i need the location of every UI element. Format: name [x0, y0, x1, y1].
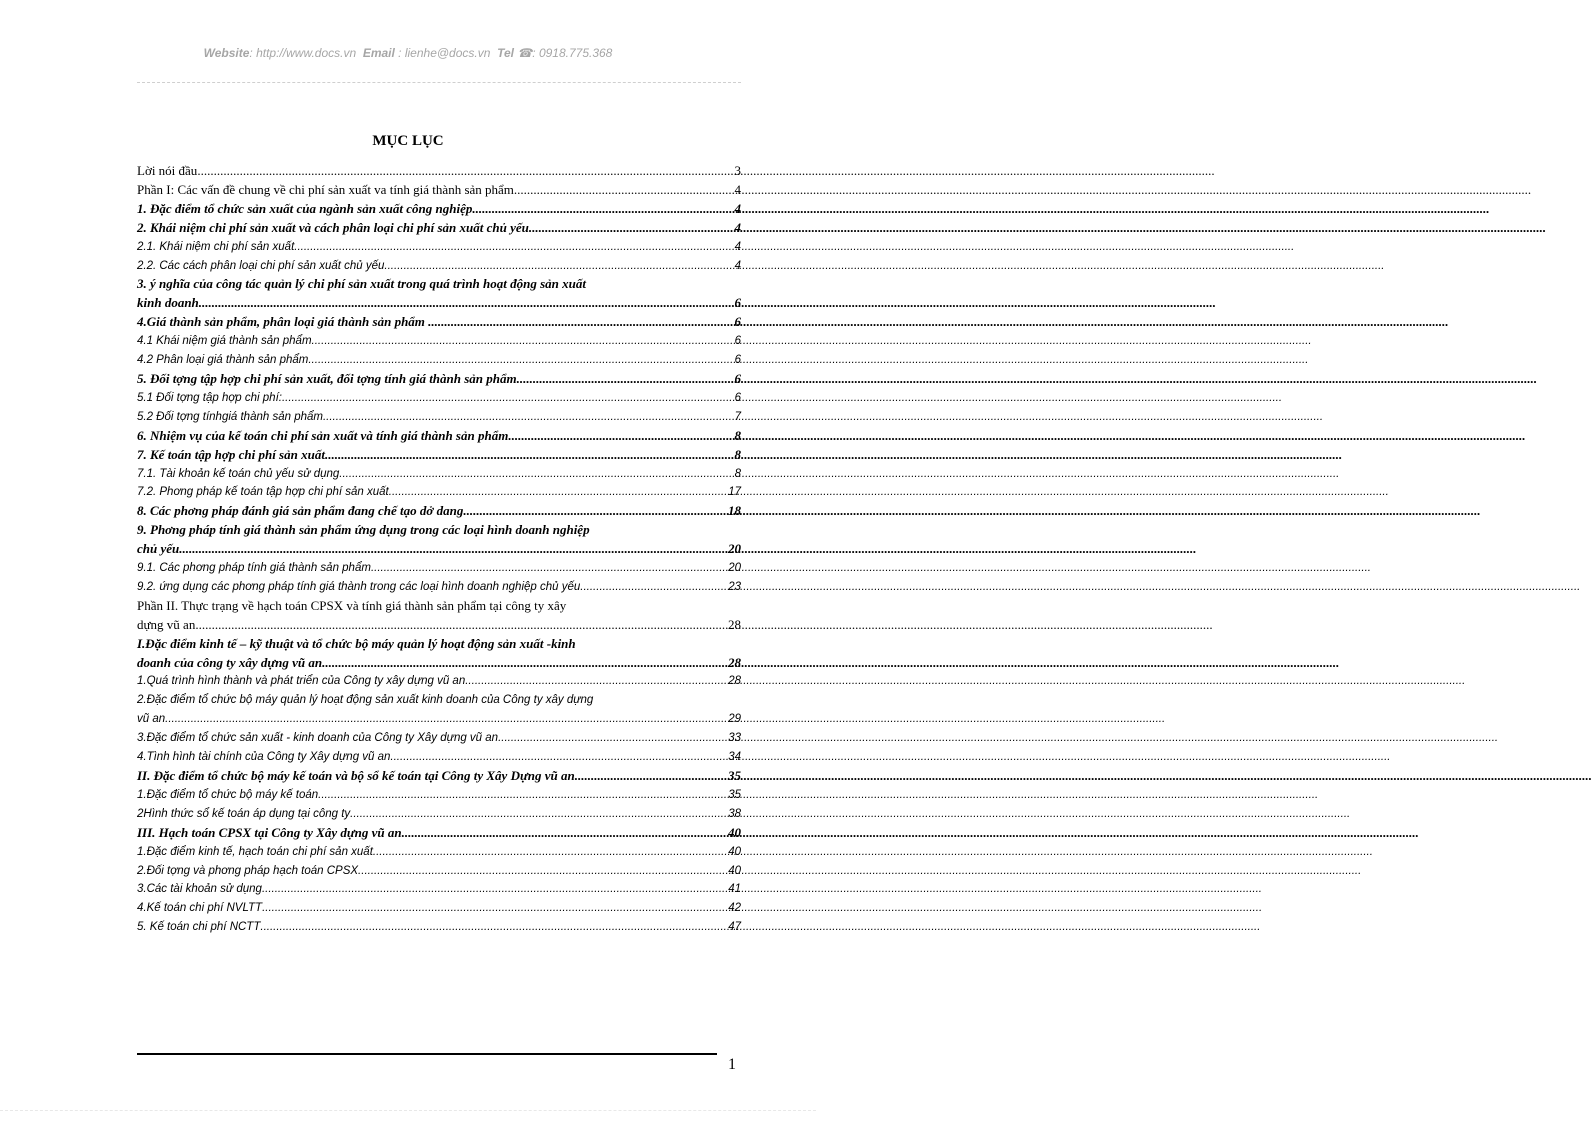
page-bottom-edge: [0, 1110, 816, 1111]
toc-entry[interactable]: 9.2. ứng dụng các phơng pháp tính giá thành trong các loại hình doanh nghiệp chủ yếu ..... 23: [137, 578, 741, 597]
toc-entry[interactable]: 9. Phơng pháp tính giá thành sản phẩm ứng dụng trong các loại hình doanh nghiệp chủ yếu ..... 20: [137, 521, 741, 559]
toc-entry[interactable]: II. Đặc điểm tổ chức bộ máy kế toán và bộ sổ kế toán tại Công ty Xây Dựng vũ an ..... 35: [137, 767, 741, 786]
toc-entry[interactable]: 4.Kế toán chi phí NVLTT ..... 42: [137, 899, 741, 918]
toc-entry[interactable]: Lời nói đầu ..... 3: [137, 162, 741, 181]
toc-entry[interactable]: 2.2. Các cách phân loại chi phí sản xuất chủ yếu ..... 4: [137, 257, 741, 276]
toc-entry[interactable]: 4.2 Phân loại giá thành sản phẩm ..... 6: [137, 351, 741, 370]
toc-entry[interactable]: 6. Nhiệm vụ của kế toán chi phí sản xuất và tính giá thành sản phẩm ..... 8: [137, 427, 741, 446]
toc-entry[interactable]: 5. Đối tợng tập hợp chi phí sản xuất, đối tợng tính giá thành sản phẩm. ..... 6: [137, 370, 741, 389]
phone-icon: ☎: [517, 46, 533, 60]
page-header: [0, 46, 816, 60]
toc-entry[interactable]: 8. Các phơng pháp đánh giá sản phẩm đang chế tạo dở dang ..... 18: [137, 502, 741, 521]
toc-entry[interactable]: 5.1 Đối tợng tập hợp chi phí: ..... 6: [137, 389, 741, 408]
table-of-contents: [137, 162, 741, 937]
footer-divider: [137, 1053, 717, 1055]
toc-entry[interactable]: 2Hình thức sổ kế toán áp dụng tại công ty ..... 38: [137, 805, 741, 824]
toc-entry[interactable]: 7. Kế toán tập hợp chi phí sản xuất ..... 8: [137, 446, 741, 465]
toc-entry[interactable]: 1.Đặc điểm kinh tế, hạch toán chi phí sản xuất ..... 40: [137, 843, 741, 862]
toc-entry[interactable]: 7.2. Phơng pháp kế toán tập hợp chi phí sản xuất ..... 17: [137, 483, 741, 502]
toc-entry[interactable]: 2.Đối tợng và phơng pháp hạch toán CPSX. ..... 40: [137, 862, 741, 881]
website-label: Website: [203, 46, 250, 60]
header-divider: [137, 82, 741, 83]
toc-entry[interactable]: 3.Đặc điểm tổ chức sản xuất - kinh doanh của Công ty Xây dựng vũ an ..... 33: [137, 729, 741, 748]
page-number: 1: [728, 1056, 736, 1073]
email-value: : lienhe@docs.vn: [398, 46, 491, 60]
toc-entry[interactable]: 2.Đặc điểm tổ chức bộ máy quản lý hoạt động sản xuất kinh doanh của Công ty xây dựng vũ an ..... 29: [137, 691, 741, 729]
toc-entry[interactable]: 7.1. Tài khoản kế toán chủ yếu sử dụng ..... 8: [137, 465, 741, 484]
toc-entry[interactable]: 2.1. Khái niệm chi phí sản xuất ..... 4: [137, 238, 741, 257]
toc-entry[interactable]: 4.Tình hình tài chính của Công ty Xây dựng vũ an ..... 34: [137, 748, 741, 767]
page-title: MỤC LỤC: [372, 133, 444, 149]
toc-entry[interactable]: Phần I: Các vấn đề chung về chi phí sản xuất va tính giá thành sản phẩm ..... 4: [137, 181, 741, 200]
toc-entry[interactable]: 4.1 Khái niệm giá thành sản phẩm ..... 6: [137, 332, 741, 351]
tel-value: : 0918.775.368: [532, 46, 613, 60]
toc-entry[interactable]: 1. Đặc điểm tổ chức sản xuất của ngành sản xuất công nghiệp ..... 4: [137, 200, 741, 219]
toc-entry[interactable]: 3.Các tài khoản sử dụng ..... 41: [137, 880, 741, 899]
toc-entry[interactable]: 1.Đặc điểm tổ chức bộ máy kế toán ..... 35: [137, 786, 741, 805]
toc-entry[interactable]: 3. ý nghĩa của công tác quản lý chi phí sản xuất trong quá trình hoạt động sản xuất kinh doanh ..... 6: [137, 275, 741, 313]
toc-entry[interactable]: 4.Giá thành sản phẩm, phân loại giá thành sản phẩm . ..... 6: [137, 313, 741, 332]
toc-entry[interactable]: 9.1. Các phơng pháp tính giá thành sản phẩm ..... 20: [137, 559, 741, 578]
toc-entry[interactable]: 2. Khái niệm chi phí sản xuất và cách phân loại chi phí sản xuất chủ yếu ..... 4: [137, 219, 741, 238]
toc-entry[interactable]: III. Hạch toán CPSX tại Công ty Xây dựng vũ an ..... 40: [137, 824, 741, 843]
website-value: : http://www.docs.vn: [249, 46, 357, 60]
toc-entry[interactable]: 5.2 Đối tợng tínhgiá thành sản phẩm ..... 7: [137, 408, 741, 427]
toc-entry[interactable]: Phần II. Thực trạng về hạch toán CPSX và tính giá thành sản phẩm tại công ty xây dựng vũ an ..... 28: [137, 597, 741, 635]
toc-entry[interactable]: I.Đặc điểm kinh tế – kỹ thuật và tổ chức bộ máy quản lý hoạt động sản xuất -kinh doanh của công ty xây dựng vũ an ..... 28: [137, 635, 741, 673]
toc-entry[interactable]: 1.Quá trình hình thành và phát triển của Công ty xây dựng vũ an ..... 28: [137, 672, 741, 691]
email-label: Email: [362, 46, 395, 60]
tel-label: Tel: [497, 46, 514, 60]
toc-entry[interactable]: 5. Kế toán chi phí NCTT ..... 47: [137, 918, 741, 937]
